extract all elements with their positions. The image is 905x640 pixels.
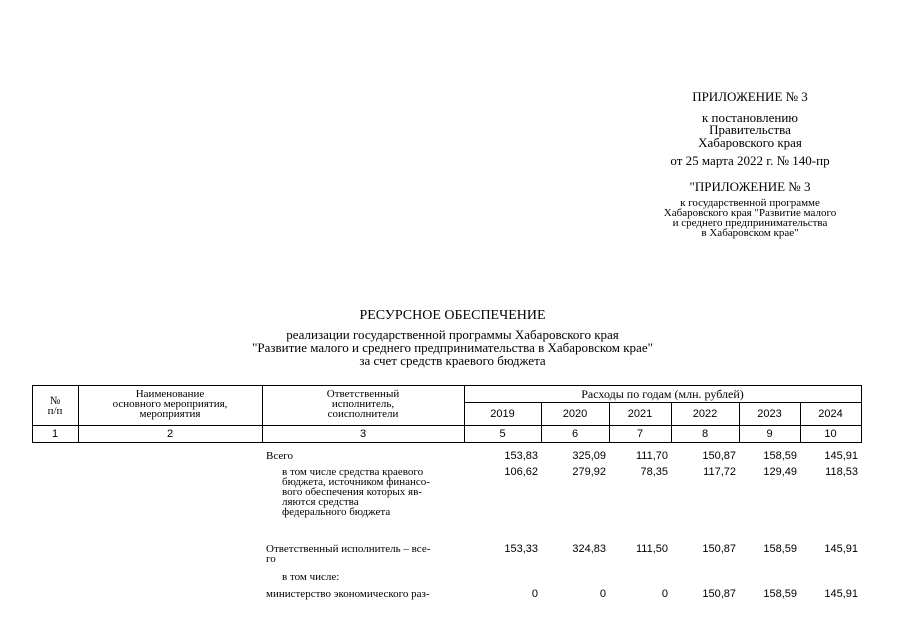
row-label-total: Всего <box>266 450 293 462</box>
appendix-line-2: Правительства <box>709 122 791 137</box>
row-value: 145,91 <box>824 450 858 462</box>
row-label-regional-funds: федерального бюджета <box>282 506 391 518</box>
row-label-executor-total: го <box>266 553 276 565</box>
row-value: 111,70 <box>635 450 668 462</box>
appendix-line-1: к постановлению <box>701 110 799 125</box>
document-subtitle-1: реализации государственной программы Хабаровского края <box>286 327 619 342</box>
row-value: 150,87 <box>702 588 736 600</box>
row-label-regional-funds: ляются средства <box>282 496 359 508</box>
row-label-ministry: министерство экономического раз- <box>266 588 430 600</box>
table-border-numbers-bottom <box>32 442 861 443</box>
row-value: 0 <box>599 588 606 600</box>
header-name-1: Наименование <box>135 388 205 400</box>
row-value: 158,59 <box>763 588 797 600</box>
row-value: 325,09 <box>572 450 606 462</box>
column-number: 2 <box>166 428 174 440</box>
header-no-2: п/п <box>47 405 63 417</box>
header-executor-3: соисполнители <box>327 408 399 420</box>
row-value: 129,49 <box>763 466 797 478</box>
appendix-line-3: Хабаровского края <box>698 135 802 150</box>
table-vline <box>861 385 862 443</box>
quoted-appendix-line-4: в Хабаровском крае" <box>701 227 799 239</box>
header-year: 2024 <box>818 408 843 420</box>
column-number: 8 <box>701 428 709 440</box>
row-label-including: в том числе: <box>282 571 340 583</box>
row-label-regional-funds: вого обеспечения которых яв- <box>282 486 422 498</box>
row-value: 153,83 <box>504 450 538 462</box>
row-value: 118,53 <box>825 466 858 478</box>
row-value: 78,35 <box>640 466 668 478</box>
column-number: 5 <box>499 428 506 440</box>
row-value: 150,87 <box>702 543 736 555</box>
row-value: 150,87 <box>702 450 736 462</box>
row-value: 106,62 <box>504 466 538 478</box>
column-number: 3 <box>359 428 367 440</box>
quoted-appendix-line-2: Хабаровского края "Развитие малого <box>663 207 837 219</box>
header-executor-1: Ответственный <box>326 388 400 400</box>
row-value: 111,50 <box>635 543 668 555</box>
appendix-line-4: от 25 марта 2022 г. № 140-пр <box>670 153 830 168</box>
quoted-appendix-line-1: к государственной программе <box>680 197 820 209</box>
header-name-2: основного мероприятия, <box>112 398 228 410</box>
column-number: 9 <box>766 428 773 440</box>
row-value: 117,72 <box>703 466 736 478</box>
row-label-regional-funds: в том числе средства краевого <box>282 466 424 478</box>
table-border-top <box>32 385 861 386</box>
header-no-1: № <box>49 395 61 407</box>
header-year: 2019 <box>490 408 515 420</box>
header-year: 2022 <box>692 408 718 420</box>
row-value: 145,91 <box>824 543 858 555</box>
header-executor-2: исполнитель, <box>331 398 395 410</box>
row-value: 279,92 <box>572 466 606 478</box>
column-number: 7 <box>636 428 644 440</box>
table-border-header-bottom <box>32 425 861 426</box>
row-label-regional-funds: бюджета, источником финансо- <box>282 476 430 488</box>
header-year: 2021 <box>627 408 653 420</box>
row-value: 158,59 <box>763 450 797 462</box>
quoted-appendix-title: "ПРИЛОЖЕНИЕ № 3 <box>689 179 811 194</box>
document-subtitle-2: "Развитие малого и среднего предпринимательства в Хабаровском крае" <box>252 340 653 355</box>
row-value: 153,33 <box>504 543 538 555</box>
appendix-title: ПРИЛОЖЕНИЕ № 3 <box>692 89 808 104</box>
row-value: 0 <box>661 588 668 600</box>
column-number: 10 <box>824 428 837 440</box>
header-expenses: Расходы по годам (млн. рублей) <box>581 387 744 401</box>
table-border-years <box>464 402 861 403</box>
column-number: 6 <box>571 428 579 440</box>
column-number: 1 <box>51 428 59 440</box>
row-value: 0 <box>531 588 538 600</box>
quoted-appendix-line-3: и среднего предпринимательства <box>672 217 828 229</box>
header-year: 2020 <box>562 408 588 420</box>
row-value: 324,83 <box>572 543 606 555</box>
row-value: 158,59 <box>763 543 797 555</box>
header-name-3: мероприятия <box>139 408 201 420</box>
row-value: 145,91 <box>824 588 858 600</box>
row-label-executor-total: Ответственный исполнитель – все- <box>266 543 431 555</box>
document-title: РЕСУРСНОЕ ОБЕСПЕЧЕНИЕ <box>359 308 546 323</box>
document-subtitle-3: за счет средств краевого бюджета <box>359 353 546 368</box>
header-year: 2023 <box>757 408 782 420</box>
